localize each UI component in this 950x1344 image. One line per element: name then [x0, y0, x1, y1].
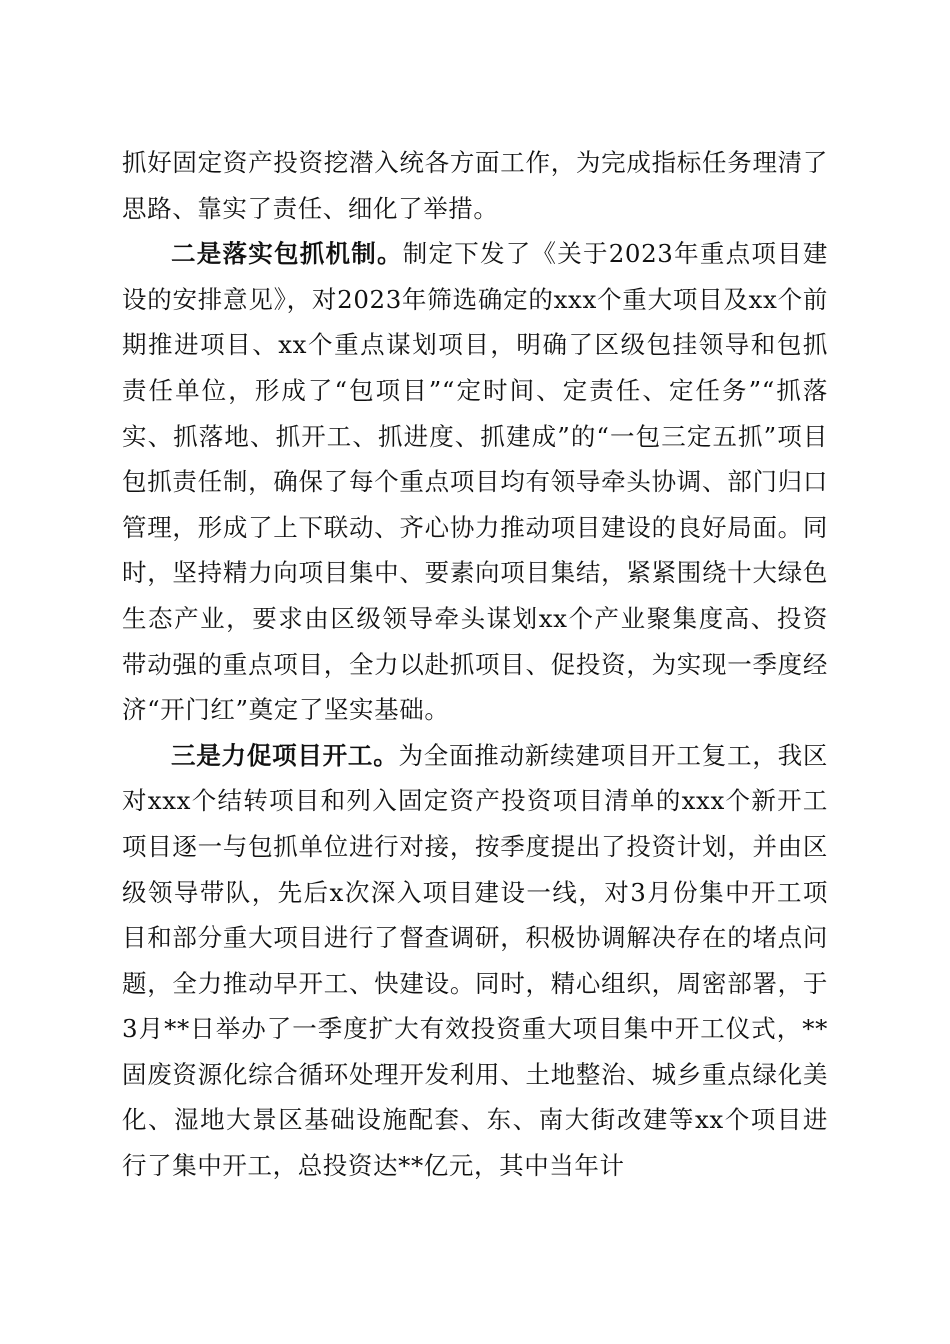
- paragraph-implement-mechanism: [122, 231, 828, 733]
- paragraph-continuation: [122, 140, 828, 231]
- document-body: [122, 140, 828, 1189]
- paragraph-project-start: [122, 733, 828, 1189]
- paragraph-lead-heading: 三是力促项目开工。: [171, 740, 399, 770]
- paragraph-text: 抓好固定资产投资挖潜入统各方面工作，为完成指标任务理清了思路、靠实了责任、细化了举措。: [122, 148, 828, 223]
- paragraph-lead-heading: 二是落实包抓机制。: [171, 239, 403, 269]
- paragraph-text: 为全面推动新续建项目开工复工，我区对xxx个结转项目和列入固定资产投资项目清单的xxx个新开工项目逐一与包抓单位进行对接，按季度提出了投资计划，并由区级领导带队，先后x次深入项目建设一线，对3月份集中开工项目和部分重大项目进行了督查调研，积极协调解决存在的堵点问题，全力推动早开工、快建设。同时，精心组织，周密部署，于3月**日举办了一季度扩大有效投资重大项目集中开工仪式，**固废资源化综合循环处理开发利用、土地整治、城乡重点绿化美化、湿地大景区基础设施配套、东、南大街改建等xx个项目进行了集中开工，总投资达**亿元，其中当年计: [122, 740, 828, 1181]
- paragraph-text: 制定下发了《关于2023年重点项目建设的安排意见》，对2023年筛选确定的xxx个重大项目及xx个前期推进项目、xx个重点谋划项目，明确了区级包挂领导和包抓责任单位，形成了“包项目”“定时间、定责任、定任务”“抓落实、抓落地、抓开工、抓进度、抓建成”的“一包三定五抓”项目包抓责任制，确保了每个重点项目均有领导牵头协调、部门归口管理，形成了上下联动、齐心协力推动项目建设的良好局面。同时，坚持精力向项目集中、要素向项目集结，紧紧围绕十大绿色生态产业，要求由区级领导牵头谋划xx个产业聚集度高、投资带动强的重点项目，全力以赴抓项目、促投资，为实现一季度经济“开门红”奠定了坚实基础。: [122, 239, 828, 725]
